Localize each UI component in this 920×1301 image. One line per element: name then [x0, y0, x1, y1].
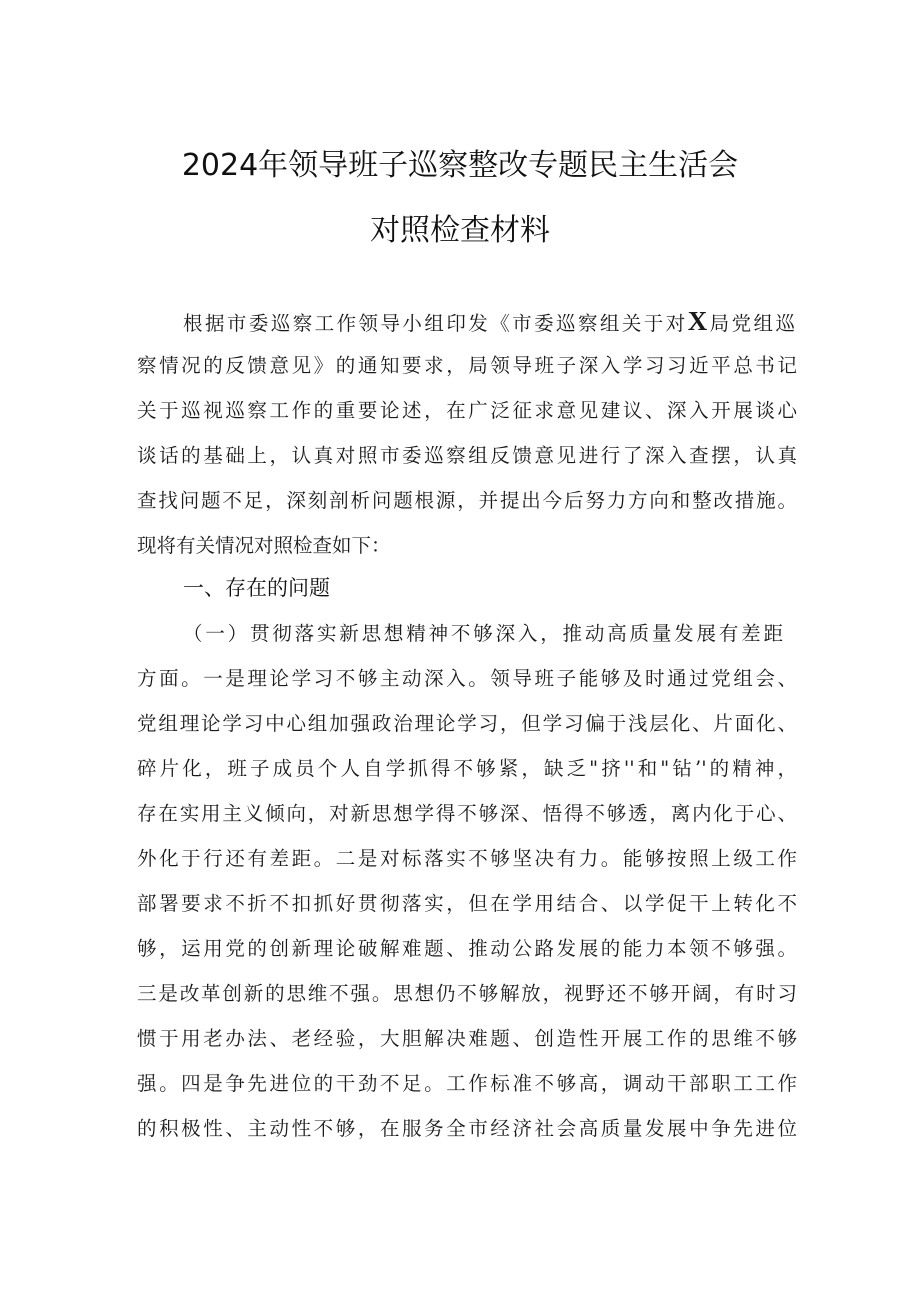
body-line-8: 够，运用党的创新理论破解难题、推动公路发展的能力本领不够强。 [137, 937, 797, 960]
document-title-line2: 对照检查材料 [370, 213, 550, 248]
body-line-1: （一）贯彻落实新思想精神不够深入，推动高质量发展有差距 [183, 622, 783, 645]
intro-line-3: 关于巡视巡察工作的重要论述，在广泛征求意见建议、深入开展谈心 [137, 399, 797, 422]
intro-line-2: 察情况的反馈意见》的通知要求，局领导班子深入学习习近平总书记 [137, 354, 797, 377]
section-heading: 一、存在的问题 [183, 576, 330, 600]
body-line-6: 外化于行还有差距。二是对标落实不够坚决有力。能够按照上级工作 [137, 847, 797, 870]
document-title-line1: 2024年领导班子巡察整改专题民主生活会 [181, 148, 739, 183]
body-line-9: 三是改革创新的思维不强。思想仍不够解放，视野还不够开阔，有时习 [137, 982, 797, 1005]
intro-line-6: 现将有关情况对照检查如下： [137, 534, 391, 557]
intro-line-1-x: X [687, 306, 708, 336]
body-line-10: 惯于用老办法、老经验，大胆解决难题、创造性开展工作的思维不够 [137, 1027, 797, 1050]
intro-line-1-after: 局党组巡 [707, 312, 795, 335]
body-line-2: 方面。一是理论学习不够主动深入。领导班子能够及时通过党组会、 [137, 667, 797, 690]
body-line-12: 的积极性、主动性不够，在服务全市经济社会高质量发展中争先进位 [137, 1117, 797, 1140]
body-line-4: 碎片化，班子成员个人自学抓得不够紧，缺乏"挤''和"钻’'的精神， [137, 757, 797, 780]
intro-line-1 [183, 307, 795, 338]
body-line-7: 部署要求不折不扣抓好贯彻落实，但在学用结合、以学促干上转化不 [137, 892, 797, 915]
body-line-3: 党组理论学习中心组加强政治理论学习，但学习偏于浅层化、片面化、 [137, 712, 797, 735]
intro-line-5: 查找问题不足，深刻剖析问题根源，并提出今后努力方向和整改措施。 [137, 489, 797, 512]
intro-line-4: 谈话的基础上，认真对照市委巡察组反馈意见进行了深入查摆，认真 [137, 444, 797, 467]
body-line-5: 存在实用主义倾向，对新思想学得不够深、悟得不够透，离内化于心、 [137, 802, 797, 825]
body-line-11: 强。四是争先进位的干劲不足。工作标准不够高，调动干部职工工作 [137, 1072, 797, 1095]
intro-line-1-before: 根据市委巡察工作领导小组印发《市委巡察组关于对 [183, 312, 688, 335]
